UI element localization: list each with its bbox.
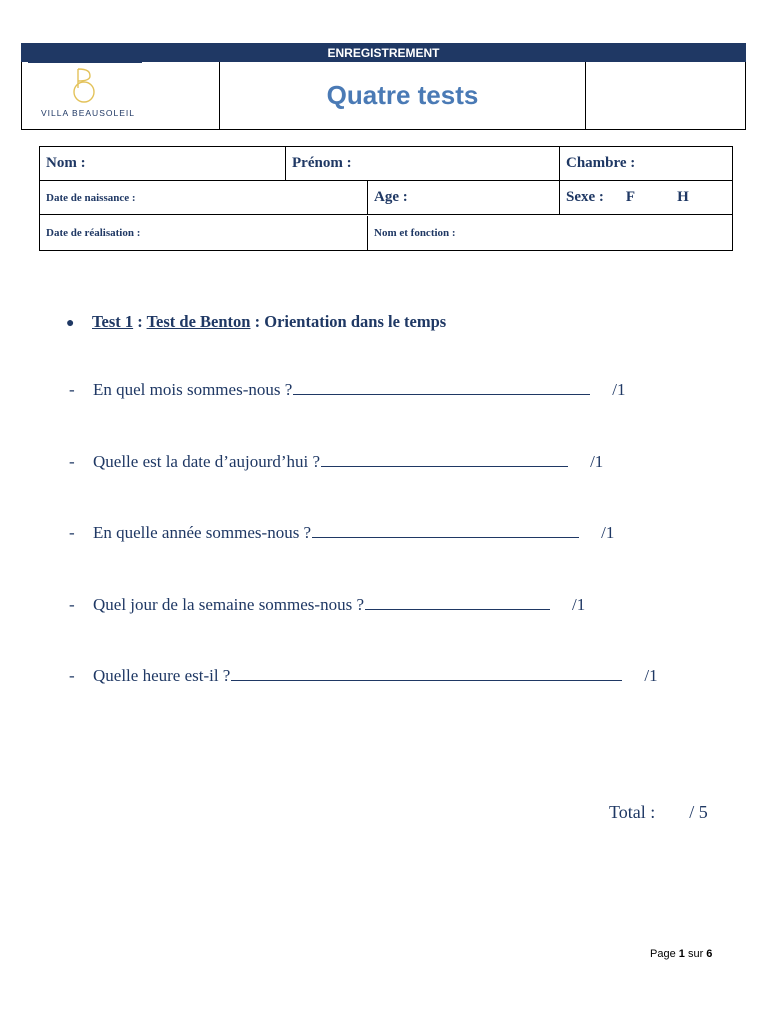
answer-line[interactable] bbox=[312, 536, 579, 538]
answer-line[interactable] bbox=[231, 679, 622, 681]
header-band-title: ENREGISTREMENT bbox=[327, 46, 440, 60]
test-subject: : Orientation dans le temps bbox=[250, 312, 447, 331]
realisation-label: Date de réalisation : bbox=[46, 227, 141, 239]
sexe-label: Sexe : bbox=[566, 189, 604, 205]
test-heading bbox=[66, 312, 446, 332]
logo-cell bbox=[22, 62, 220, 129]
question-2 bbox=[69, 452, 603, 472]
sur-word: sur bbox=[687, 948, 704, 960]
answer-line[interactable] bbox=[293, 393, 590, 395]
total-label: Total : bbox=[609, 802, 656, 822]
page-number bbox=[650, 948, 712, 960]
sexe-option-f[interactable]: F bbox=[625, 189, 636, 205]
answer-line[interactable] bbox=[365, 608, 550, 610]
prenom-field[interactable] bbox=[285, 147, 559, 180]
info-row-2 bbox=[40, 181, 732, 215]
nom-field[interactable] bbox=[40, 147, 285, 180]
dash-icon: - bbox=[69, 666, 75, 685]
info-row-3 bbox=[40, 216, 732, 250]
naissance-field[interactable] bbox=[40, 181, 367, 214]
question-5 bbox=[69, 666, 658, 686]
prenom-label: Prénom : bbox=[292, 155, 352, 171]
fonction-label: Nom et fonction : bbox=[374, 227, 456, 239]
test-number: Test 1 bbox=[92, 312, 134, 331]
nom-label: Nom : bbox=[46, 155, 86, 171]
question-score: /1 bbox=[590, 452, 604, 471]
question-1 bbox=[69, 380, 626, 400]
chambre-label: Chambre : bbox=[566, 155, 636, 171]
age-label: Age : bbox=[374, 189, 408, 205]
answer-line[interactable] bbox=[321, 465, 568, 467]
realisation-field[interactable] bbox=[40, 216, 367, 250]
dash-icon: - bbox=[69, 523, 75, 542]
question-text: Quelle heure est-il ? bbox=[93, 666, 231, 685]
header-table bbox=[21, 62, 746, 130]
test-separator: : bbox=[133, 312, 147, 331]
page-total: 6 bbox=[706, 948, 713, 960]
dash-icon: - bbox=[69, 380, 75, 399]
question-text: Quelle est la date d’aujourd’hui ? bbox=[93, 452, 321, 471]
total-value: / 5 bbox=[689, 802, 708, 822]
sexe-field[interactable] bbox=[559, 181, 732, 214]
document-title: Quatre tests bbox=[220, 62, 586, 129]
question-score: /1 bbox=[612, 380, 626, 399]
dash-icon: - bbox=[69, 595, 75, 614]
chambre-field[interactable] bbox=[559, 147, 732, 180]
question-score: /1 bbox=[601, 523, 615, 542]
sexe-option-h[interactable]: H bbox=[677, 189, 689, 205]
question-4 bbox=[69, 595, 585, 615]
logo-text: VILLA BEAUSOLEIL bbox=[41, 108, 135, 118]
bullet-icon: ● bbox=[66, 316, 75, 331]
question-3 bbox=[69, 523, 614, 543]
villa-beausoleil-logo-icon bbox=[70, 66, 100, 106]
header-band bbox=[21, 43, 746, 62]
logo-top-rule bbox=[28, 62, 142, 63]
test-name: Test de Benton bbox=[146, 312, 251, 331]
age-field[interactable] bbox=[367, 181, 559, 214]
page-current: 1 bbox=[678, 948, 685, 960]
dash-icon: - bbox=[69, 452, 75, 471]
page-word: Page bbox=[650, 948, 676, 960]
question-text: En quelle année sommes-nous ? bbox=[93, 523, 312, 542]
question-score: /1 bbox=[644, 666, 658, 685]
question-score: /1 bbox=[572, 595, 586, 614]
question-text: Quel jour de la semaine sommes-nous ? bbox=[93, 595, 364, 614]
fonction-field[interactable] bbox=[367, 216, 732, 250]
naissance-label: Date de naissance : bbox=[46, 191, 136, 204]
total-score bbox=[609, 802, 708, 823]
info-row-1 bbox=[40, 147, 732, 181]
question-text: En quel mois sommes-nous ? bbox=[93, 380, 293, 399]
patient-info-table bbox=[39, 146, 733, 251]
header-empty-cell bbox=[586, 62, 745, 129]
